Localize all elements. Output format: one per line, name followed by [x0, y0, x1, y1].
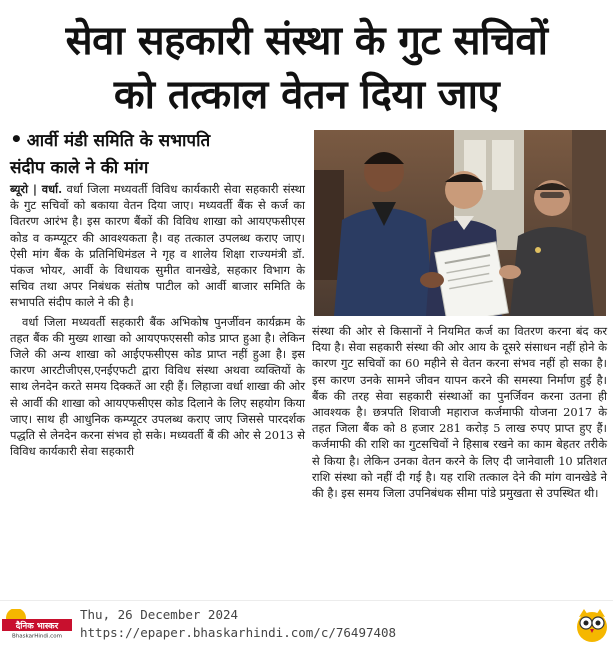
bullet-icon: • [10, 127, 23, 151]
epaper-url-link[interactable]: https://epaper.bhaskarhindi.com/c/76497408 [80, 625, 397, 640]
paragraph: वर्धा जिला मध्यवर्ती सहकारी बैंक अभिकोष पुनर्जीवन कार्यक्रम के तहत बैंक की मुख्य शाखा को आयएफएससी कोड प्राप्त हुआ है। लेकिन जिले की अन्य शाखा को आईएफसीएस कोड प्राप्त नहीं हुआ है। इस कारण आरटीजीएस,एनईएफटी द्वारा विविध संस्था अथवा व्यक्तियों के साथ लेनदेन करते समय दिक्कतें आ रही हैं। लिहाजा वर्धा शाखा की ओर से आर्वी की शाखा को आयएफसीएस कोड दिलाने के लिए सहयोग किया जाए। साथ ही आधुनिक कम्प्यूटर उपलब्ध कराए जाए जिससे पारदर्शक पद्धति से लेनदेन करना संभव हो सके। मध्यवर्ती बैं की ओर से 2013 से विविध कार्यकारी सेवा सहकारी [10, 314, 305, 459]
paragraph: संस्था की ओर से किसानों ने नियमित कर्ज का वितरण करना बंद कर दिया है। सेवा सहकारी संस्था की ओर आय के दूसरे संसाधन नहीं होने के कारण गुट सचिवों का 60 महीने से वेतन करना संभव नहीं हो सका है। इस कारण उनके सामने जीवन यापन करने की समस्या निर्माण हुई है। बैंक की तरह सेवा सहकारी संस्थाओं का पुनर्जिवन करना उतना ही आवश्यक है। छत्रपति शिवाजी महाराज कर्जमाफी योजना 2017 के तहत जिला बैंक को 8 हजार 281 करोड़ 5 लाख रुपए प्राप्त हुए हैं। कर्जमाफी की राशि का गुटसचिवों ने हिसाब रखने का काम बेहतर तरीके से किया है। लेकिन उनका वेतन करने के लिए दी जानेवाली 10 प्रतिशत राशि संस्था को नहीं दी गई है। यह राशि तत्काल देने की मांग वानखेडे ने की है। इस समय जिला उपनिबंधक सीमा पांडे प्रमुखता से उपस्थित थी। [312, 324, 607, 501]
epaper-date: Thu, 26 December 2024 [80, 607, 239, 622]
footer [0, 600, 613, 645]
subheading-line-2: संदीप काले ने की मांग [10, 158, 149, 178]
subheading-line-1: आर्वी मंडी समिति के सभापति [26, 131, 211, 151]
bhaskar-logo [2, 609, 72, 639]
logo-subtext: BhaskarHindi.com [12, 633, 62, 639]
headline-line-1: सेवा सहकारी संस्था के गुट सचिवों [65, 17, 548, 64]
logo-text: दैनिक भास्कर [15, 621, 59, 632]
headline-line-2: को तत्काल वेतन दिया जाए [113, 71, 500, 118]
article-body-left [10, 181, 305, 462]
paragraph-text: वर्धा जिला मध्यवर्ती विविध कार्यकारी सेवा सहकारी संस्था के गुट सचिवों को बकाया वेतन दिया जाए। मध्यवर्ती बैंक से कर्ज का वितरण आरंभ है। इस कारण बैंकों की विविध शाखा को आयएफसीएस कोड व कम्प्यूटर की आवश्यकता है। वह तत्काल उपलब्ध कराए जाए। ऐसी मांग बैंक के प्रतिनिधिमंडल ने गृह व शालेय शिक्षा राज्यमंत्री डॉ. पंकज भोयर, आर्वी के विधायक सुमीत वानखेडे, सहकार विभाग के सचिव तथा अपर निबंधक संतोष पाटील को आर्वी बाजार समिति के सभापति संदीप काले ने की है। [10, 182, 305, 310]
owl-icon [574, 605, 610, 643]
paragraph [10, 181, 305, 311]
article-photo [314, 130, 606, 316]
photo-illustration [314, 130, 606, 316]
subheading [10, 126, 305, 182]
article-body-right [312, 323, 607, 504]
headline [0, 14, 613, 122]
dateline: ब्यूरो | वर्धा. [10, 182, 63, 196]
